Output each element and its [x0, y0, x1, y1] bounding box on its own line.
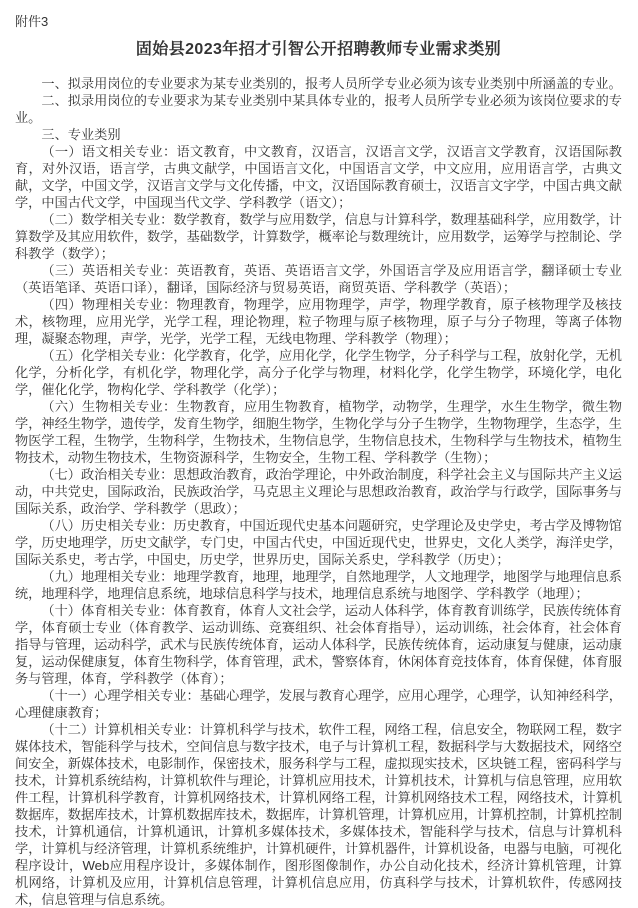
category-chemistry: （五）化学相关专业：化学教育，化学，应用化学，化学生物学，分子科学与工程，放射化学，无机化学，分析化学，有机化学，物理化学，高分子化学与物理，材料化学，化学生物学，环境化学，电化学，催化化学，物构化学、学科教学（化学）；	[15, 348, 622, 397]
category-history: （八）历史相关专业：历史教育，中国近现代史基本问题研究，史学理论及史学史，考古学及博物馆学，历史地理学，历史文献学，专门史，中国古代史，中国近现代史，世界史，文化人类学，海洋史学，国际关系史，考古学，中国史，历史学，世界历史，国际关系史，学科教学（历史）；	[15, 518, 622, 567]
category-physics: （四）物理相关专业：物理教育，物理学，应用物理学，声学，物理学教育，原子核物理学及核技术，核物理，应用光学，光学工程，理论物理，粒子物理与原子核物理，原子与分子物理，等离子体物理，凝聚态物理，声学，光学，光学工程，无线电物理、学科教学（物理）；	[15, 297, 622, 346]
attachment-label: 附件3	[15, 14, 49, 29]
category-geography: （九）地理相关专业：地理学教育，地理，地理学，自然地理学，人文地理学，地图学与地理信息系统，地理科学，地理信息系统，地球信息科学与技术，地理信息系统与地图学、学科教学（地理）；	[15, 569, 622, 601]
category-psychology: （十一）心理学相关专业：基础心理学，发展与教育心理学，应用心理学，心理学，认知神经科学，心理健康教育；	[15, 688, 622, 720]
section-heading-categories: 三、专业类别	[41, 127, 121, 142]
intro-rule-2: 二、拟录用岗位的专业要求为某专业类别中某具体专业的，报考人员所学专业必须为该岗位要求的专业。	[15, 93, 622, 125]
document-title: 固始县2023年招才引智公开招聘教师专业需求类别	[135, 41, 502, 58]
category-politics: （七）政治相关专业：思想政治教育，政治学理论，中外政治制度，科学社会主义与国际共产主义运动，中共党史，国际政治，民族政治学，马克思主义理论与思想政治教育，政治学与行政学，国际事务与国际关系，政治学、学科教学（思政）；	[15, 467, 622, 516]
category-physical-education: （十）体育相关专业：体育教育，体育人文社会学，运动人体科学，体育教育训练学，民族传统体育学，体育硕士专业（体育教学、运动训练、竞赛组织、社会体育指导），运动训练，社会体育，社会体育指导与管理，运动科学，武术与民族传统体育，运动人体科学，民族传统体育，运动康复与健康，运动康复，运动保健康复，体育生物科学，体育管理，武术，警察体育，休闲体育竞技体育，体育保健，体育服务与管理，体育，学科教学（体育）；	[15, 603, 622, 686]
document-body	[15, 75, 622, 908]
category-chinese: （一）语文相关专业：语文教育，中文教育，汉语言，汉语言文学，汉语言文学教育，汉语国际教育，对外汉语，语言学，古典文献学，中国语言文化，中国语言文学，中文应用，应用语言学，古典文献，文学，中国文学，汉语言文学与文化传播，中文，汉语国际教育硕士，汉语言文字学，中国古典文献学，中国古代文学，中国现当代文学、学科教学（语文）；	[15, 144, 622, 210]
intro-rule-1: 一、拟录用岗位的专业要求为某专业类别的，报考人员所学专业必须为该专业类别中所涵盖的专业。	[41, 76, 622, 91]
category-biology: （六）生物相关专业：生物教育，应用生物教育，植物学，动物学，生理学，水生生物学，微生物学，神经生物学，遗传学，发育生物学，细胞生物学，生物化学与分子生物学，生物物理学，生态学，生物医学工程，生物学，生物科学，生物技术，生物信息学，生物信息技术，生物科学与生物技术，植物生物技术，动物生物技术，生物资源科学，生物安全，生物工程、学科教学（生物）；	[15, 399, 622, 465]
category-computer: （十二）计算机相关专业：计算机科学与技术，软件工程，网络工程，信息安全，物联网工程，数字媒体技术，智能科学与技术，空间信息与数字技术，电子与计算机工程，数据科学与大数据技术，网络空间安全，新媒体技术，电影制作，保密技术，服务科学与工程，虚拟现实技术，区块链工程，密码科学与技术，计算机系统结构，计算机软件与理论，计算机应用技术，计算机技术，计算机与信息管理，应用软件工程，计算机科学教育，计算机网络技术，计算机网络工程，计算机网络技术工程，网络技术，计算机数据库，数据库技术，计算机数据库技术，数据库，计算机管理，计算机应用，计算机控制，计算机控制技术，计算机通信，计算机通讯，计算机多媒体技术，多媒体技术，智能科学与技术，信息与计算机科学，计算机与经济管理，计算机系统维护，计算机硬件，计算机器件，计算机设备，电器与电脑，可视化程序设计，Web应用程序设计，多媒体制作，图形图像制作，办公自动化技术，经济计算机管理，计算机网络，计算机及应用，计算机信息管理，计算机信息应用，仿真科学与技术，计算机软件，传感网技术，信息管理与信息系统。	[15, 722, 622, 907]
category-english: （三）英语相关专业：英语教育，英语、英语语言文学，外国语言学及应用语言学，翻译硕士专业（英语笔译、英语口译），翻译，国际经济与贸易英语，商贸英语、学科教学（英语）；	[15, 263, 622, 295]
category-math: （二）数学相关专业：数学教育，数学与应用数学，信息与计算科学，数理基础科学，应用数学，计算数学及其应用软件，数学，基础数学，计算数学，概率论与数理统计，应用数学，运筹学与控制论、学科教学（数学）；	[15, 212, 622, 261]
